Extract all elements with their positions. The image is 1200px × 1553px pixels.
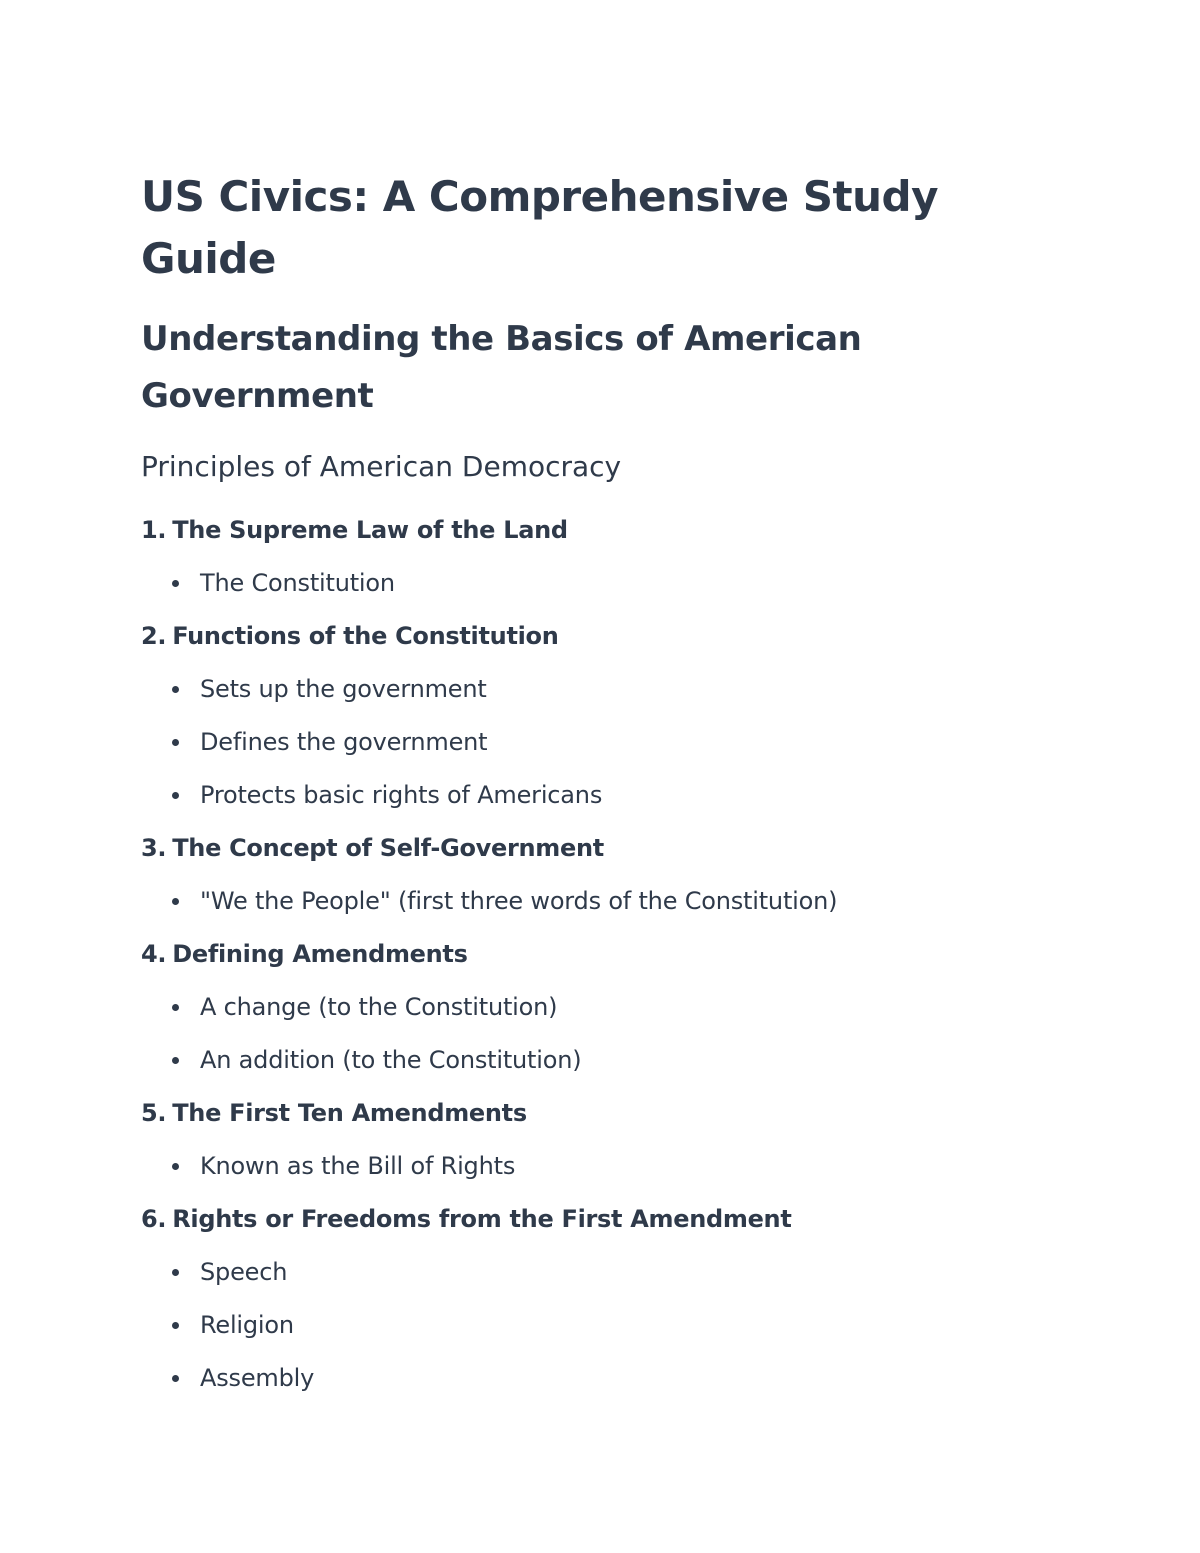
bullet-dot-icon [172, 686, 179, 693]
outline-item-heading [141, 1087, 1021, 1140]
outline-item-heading-text: Functions of the Constitution [172, 622, 559, 650]
section-title: Understanding the Basics of American Government [141, 319, 862, 416]
bullet-list [141, 663, 1021, 822]
bullet-dot-icon [172, 898, 179, 905]
bullet-list [141, 981, 1021, 1087]
bullet-list [141, 875, 1021, 928]
bullet-item-text: Protects basic rights of Americans [200, 781, 603, 809]
outline-item-heading [141, 610, 1021, 663]
outline-item-number: 6. [141, 1205, 167, 1233]
bullet-item-text: A change (to the Constitution) [200, 993, 558, 1021]
bullet-item [141, 981, 1021, 1034]
bullet-list [141, 557, 1021, 610]
outline-item-number: 5. [141, 1099, 167, 1127]
bullet-item-text: Assembly [200, 1364, 315, 1392]
bullet-dot-icon [172, 792, 179, 799]
outline-item [141, 1087, 1021, 1193]
bullet-dot-icon [172, 1269, 179, 1276]
bullet-item [141, 1140, 1021, 1193]
bullet-item [141, 557, 1021, 610]
bullet-item [141, 1034, 1021, 1087]
bullet-item [141, 716, 1021, 769]
bullet-dot-icon [172, 1004, 179, 1011]
bullet-list [141, 1140, 1021, 1193]
subsection-title: Principles of American Democracy [141, 450, 622, 483]
bullet-item [141, 663, 1021, 716]
bullet-item-text: "We the People" (first three words of the Constitution) [200, 887, 838, 915]
bullet-list [141, 1246, 1021, 1405]
outline-item-heading-text: The Concept of Self-Government [172, 834, 604, 862]
outline-item-heading-text: Rights or Freedoms from the First Amendment [172, 1205, 792, 1233]
outline-item [141, 610, 1021, 822]
outline-item-heading [141, 822, 1021, 875]
bullet-item-text: Sets up the government [200, 675, 487, 703]
outline-item-heading-text: Defining Amendments [172, 940, 468, 968]
bullet-item [141, 769, 1021, 822]
outline-item-number: 3. [141, 834, 167, 862]
bullet-dot-icon [172, 1322, 179, 1329]
bullet-item-text: The Constitution [200, 569, 395, 597]
outline-item-heading-text: The First Ten Amendments [172, 1099, 527, 1127]
outline-item-heading [141, 928, 1021, 981]
outline-item [141, 822, 1021, 928]
outline-item [141, 1193, 1021, 1405]
bullet-dot-icon [172, 1163, 179, 1170]
bullet-item [141, 1299, 1021, 1352]
outline-item-number: 2. [141, 622, 167, 650]
principles-outline [141, 504, 1021, 1405]
outline-item-heading-text: The Supreme Law of the Land [172, 516, 568, 544]
bullet-item [141, 875, 1021, 928]
bullet-item-text: Speech [200, 1258, 288, 1286]
outline-item-number: 1. [141, 516, 167, 544]
document-title: US Civics: A Comprehensive Study Guide [141, 172, 938, 283]
bullet-dot-icon [172, 1375, 179, 1382]
outline-item-heading [141, 1193, 1021, 1246]
outline-item-number: 4. [141, 940, 167, 968]
bullet-item-text: Known as the Bill of Rights [200, 1152, 516, 1180]
outline-item-heading [141, 504, 1021, 557]
bullet-item-text: An addition (to the Constitution) [200, 1046, 582, 1074]
bullet-item-text: Religion [200, 1311, 294, 1339]
bullet-dot-icon [172, 580, 179, 587]
bullet-item-text: Defines the government [200, 728, 488, 756]
bullet-item [141, 1246, 1021, 1299]
bullet-dot-icon [172, 1057, 179, 1064]
bullet-item [141, 1352, 1021, 1405]
bullet-dot-icon [172, 739, 179, 746]
outline-item [141, 928, 1021, 1087]
outline-item [141, 504, 1021, 610]
